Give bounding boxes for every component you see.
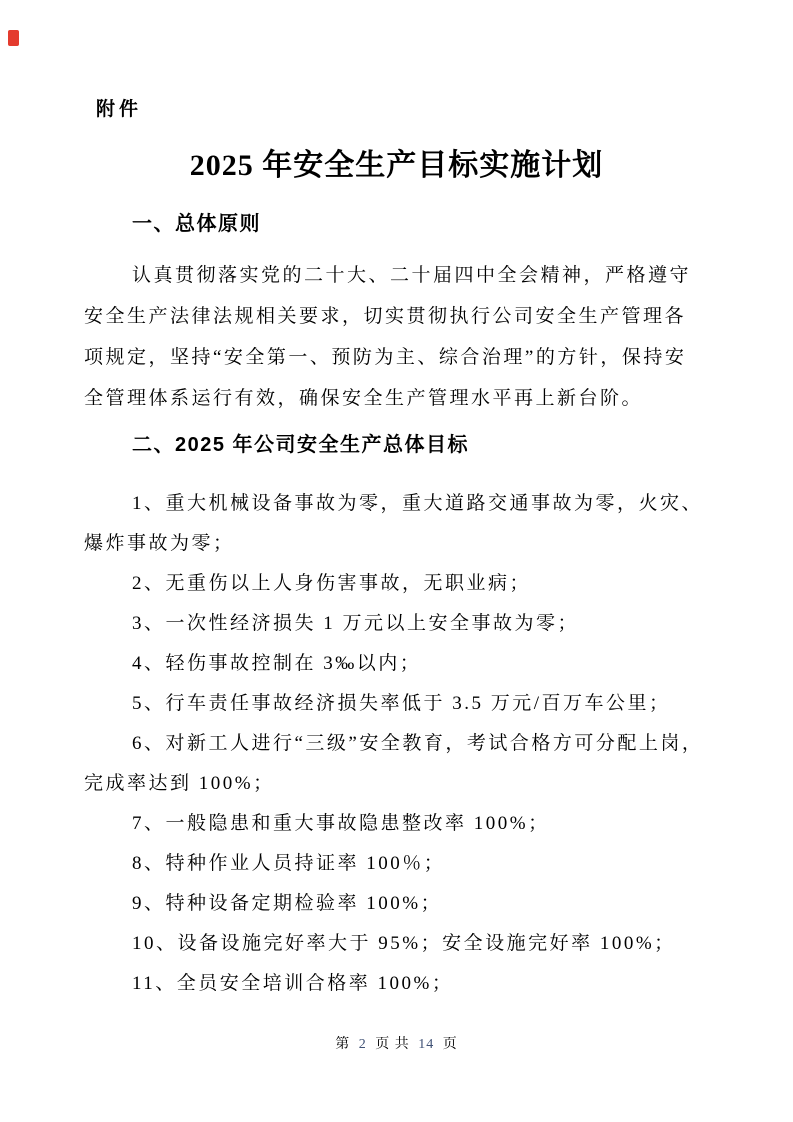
goal-item-line: 10、设备设施完好率大于 95%；安全设施完好率 100%； — [132, 933, 676, 954]
goal-item-line: 1、重大机械设备事故为零，重大道路交通事故为零，火灾、 — [132, 493, 704, 514]
goal-item-line: 8、特种作业人员持证率 100％； — [132, 853, 446, 874]
paragraph-line: 认真贯彻落实党的二十大、二十届四中全会精神，严格遵守 — [132, 265, 692, 286]
attachment-label: 附件 — [96, 99, 143, 120]
paragraph-line: 项规定，坚持“安全第一、预防为主、综合治理”的方针，保持安 — [84, 347, 687, 368]
red-corner-mark — [8, 30, 19, 46]
paragraph-line: 全管理体系运行有效，确保安全生产管理水平再上新台阶。 — [84, 388, 644, 409]
goal-item-line: 11、全员安全培训合格率 100%； — [132, 973, 454, 994]
page-number-current: 2 — [358, 1037, 367, 1052]
goal-item-line: 爆炸事故为零； — [84, 533, 235, 554]
general-principles-paragraph — [84, 255, 716, 419]
page-number-total: 14 — [418, 1037, 435, 1052]
safety-targets-list — [84, 484, 716, 1004]
goal-item-line: 4、轻伤事故控制在 3‰以内； — [132, 653, 422, 674]
footer-middle: 页 共 — [375, 1037, 410, 1052]
section-heading-general-principles: 一、总体原则 — [132, 213, 261, 235]
goal-item-line: 5、行车责任事故经济损失率低于 3.5 万元/百万车公里； — [132, 693, 671, 714]
footer-prefix: 第 — [335, 1037, 351, 1052]
goal-item-line: 9、特种设备定期检验率 100%； — [132, 893, 443, 914]
goal-item-line: 3、一次性经济损失 1 万元以上安全事故为零； — [132, 613, 580, 634]
page-title: 2025 年安全生产目标实施计划 — [189, 149, 604, 182]
goal-item-line: 2、无重伤以上人身伤害事故，无职业病； — [132, 573, 532, 594]
page-footer — [0, 1035, 793, 1055]
section-heading-overall-targets: 二、2025 年公司安全生产总体目标 — [132, 434, 470, 456]
footer-suffix: 页 — [442, 1037, 458, 1052]
goal-item-line: 6、对新工人进行“三级”安全教育，考试合格方可分配上岗， — [132, 733, 704, 754]
paragraph-line: 安全生产法律法规相关要求，切实贯彻执行公司安全生产管理各 — [84, 306, 687, 327]
goal-item-line: 7、一般隐患和重大事故隐患整改率 100%； — [132, 813, 550, 834]
goal-item-line: 完成率达到 100%； — [84, 773, 275, 794]
